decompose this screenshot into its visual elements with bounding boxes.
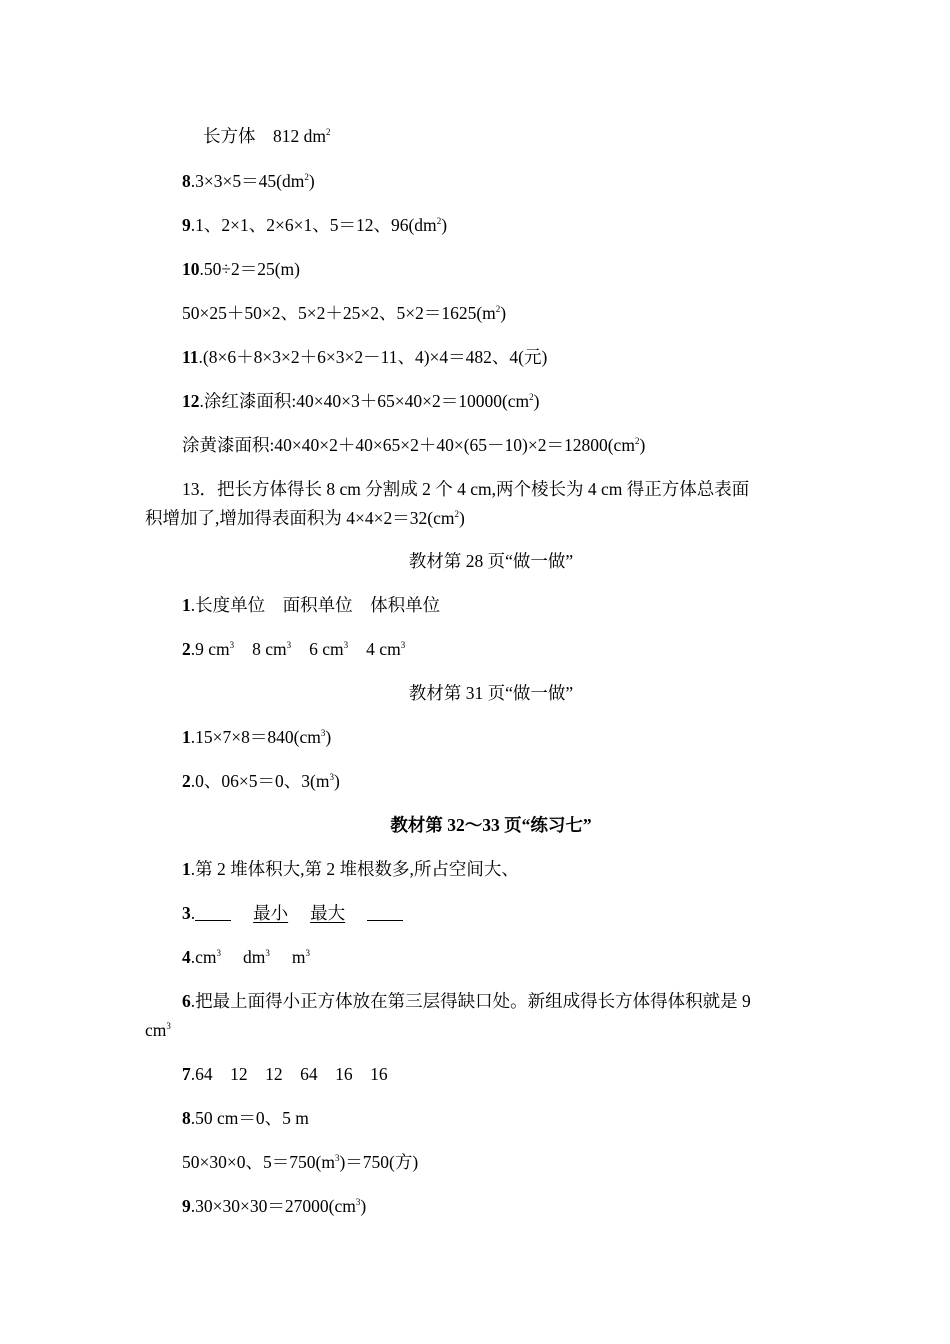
answer-13: 13．把长方体得长 8 cm 分割成 2 个 4 cm,两个棱长为 4 cm 得正方体总表面 bbox=[182, 479, 750, 499]
answer-1: $1.15\times 7\times 8=840(cm^3)$ bbox=[182, 727, 332, 747]
answer-6-continued: $cm^3$ bbox=[145, 1020, 171, 1040]
section-heading: 教材第 31 页“做一做” bbox=[408, 683, 574, 703]
answer-8: 8.50 cm＝0、5 m bbox=[182, 1108, 309, 1128]
answer-2: 2.9 $cm^3$ 8 $cm^3$ 6 $cm^3$ 4 $cm^3$ bbox=[182, 639, 406, 659]
answer-6: 6.把最上面得小正方体放在第三层得缺口处。新组成得长方体得体积就是 9 bbox=[182, 991, 751, 1011]
answer-3: 3. 最小 最大 bbox=[182, 901, 403, 925]
answer-11: 11.(8×6＋8×3×2＋6×3×2－11、4)×4＝482、4(元) bbox=[182, 347, 548, 367]
answer-9: 9.1、2×1、2×6×1、5＝12、$96(dm^2)$ bbox=[182, 215, 448, 235]
answer-1: 1.第 2 堆体积大,第 2 堆根数多,所占空间大、 bbox=[182, 859, 519, 879]
answer-10: 10.50÷2＝25(m) bbox=[182, 259, 300, 279]
answer-12: 12.涂红漆面积$:40\times 40\times 3+65\times 40\times 2=10000(cm^2)$ bbox=[182, 391, 540, 411]
answer-8: $8.3\times 3\times 5=45(dm^2)$ bbox=[182, 171, 315, 191]
answer-line: 长方体 812 $dm^2$ bbox=[203, 126, 331, 146]
answer-9: $9.30\times 30\times 30=27000(cm^3)$ bbox=[182, 1196, 367, 1216]
answer-line: 50×30×0、$5=750(m^3)=750$(方) bbox=[182, 1152, 419, 1172]
section-heading: 教材第 28 页“做一做” bbox=[408, 551, 574, 571]
answer-4: $4.cm^3$ $dm^3$ $m^3$ bbox=[182, 947, 311, 967]
answer-7: 7.64 12 12 64 16 16 bbox=[182, 1064, 388, 1084]
answer-2: 2.0、06×5＝0、$3(m^3)$ bbox=[182, 771, 340, 791]
answer-line: 涂黄漆面积$:40\times 40\times 2+40\times 65\times 2+40\times(65-10)\times 2=12800(cm^2)$ bbox=[182, 435, 646, 455]
blank-line bbox=[195, 902, 231, 921]
section-heading: 教材第 32～33 页“练习七” bbox=[390, 815, 592, 835]
blank-line bbox=[367, 902, 403, 921]
answer-line: 50×25＋50×2、5×2＋25×2、$5\times 2=1625(m^2)$ bbox=[182, 303, 507, 323]
answer-13-continued: 积增加了,增加得表面积为 $4\times 4\times 2=32(cm^2)$ bbox=[145, 508, 465, 528]
answer-1: 1.长度单位 面积单位 体积单位 bbox=[182, 595, 441, 615]
